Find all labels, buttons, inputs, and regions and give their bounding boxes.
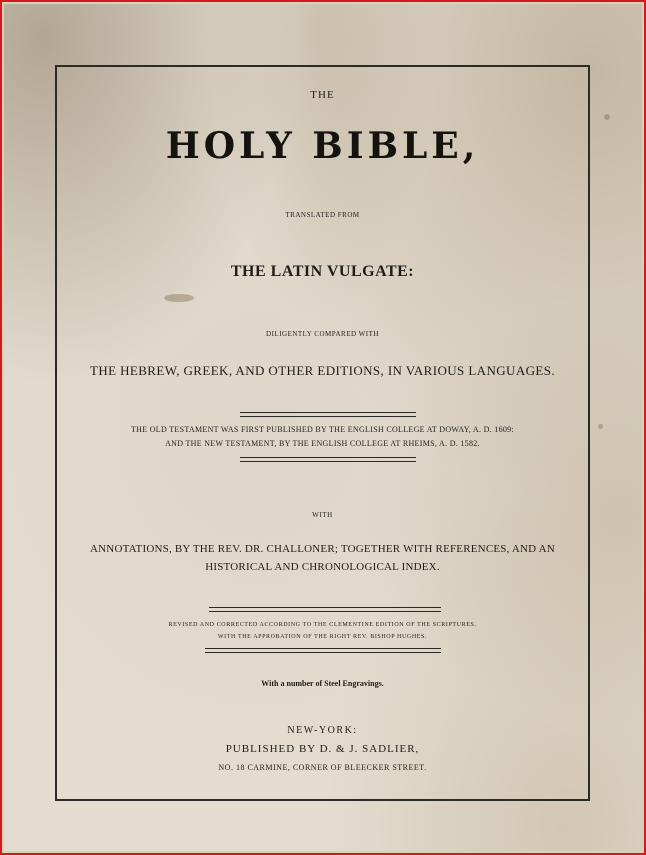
double-rule <box>205 648 441 653</box>
the-heading: THE <box>310 89 335 101</box>
title-page-border <box>55 65 590 801</box>
stain-spot <box>598 424 603 429</box>
with-label: WITH <box>312 511 333 519</box>
address-line: NO. 18 CARMINE, CORNER OF BLEECKER STREET. <box>218 763 427 772</box>
annotations-line: ANNOTATIONS, BY THE REV. DR. CHALLONER; TOGETHER WITH REFERENCES, AND AN <box>90 543 555 555</box>
stain-spot <box>604 114 610 120</box>
publisher-line: PUBLISHED BY D. & J. SADLIER, <box>225 743 420 755</box>
double-rule <box>209 607 441 612</box>
index-line: HISTORICAL AND CHRONOLOGICAL INDEX. <box>205 561 440 573</box>
compared-editions: THE HEBREW, GREEK, AND OTHER EDITIONS, IN VARIOUS LANGUAGES. <box>89 363 556 378</box>
engravings-note: With a number of Steel Engravings. <box>261 679 384 688</box>
diligently-label: DILIGENTLY COMPARED WITH <box>266 330 379 338</box>
source-title: THE LATIN VULGATE: <box>230 263 415 280</box>
translated-from-label: TRANSLATED FROM <box>285 211 360 219</box>
new-testament-note: AND THE NEW TESTAMENT, BY THE ENGLISH COLLEGE AT RHEIMS, A. D. 1582. <box>165 439 480 448</box>
double-rule <box>240 412 416 417</box>
main-title: HOLY BIBLE, <box>165 125 480 167</box>
double-rule <box>240 457 416 462</box>
revised-note: REVISED AND CORRECTED ACCORDING TO THE CLEMENTINE EDITION OF THE SCRIPTURES. <box>168 622 477 628</box>
paper-sheet <box>4 4 642 851</box>
city-line: NEW-YORK: <box>287 725 358 736</box>
approbation-note: WITH THE APPROBATION OF THE RIGHT REV. BISHOP HUGHES. <box>217 634 428 640</box>
old-testament-note: THE OLD TESTAMENT WAS FIRST PUBLISHED BY THE ENGLISH COLLEGE AT DOWAY, A. D. 1609: <box>130 425 515 434</box>
